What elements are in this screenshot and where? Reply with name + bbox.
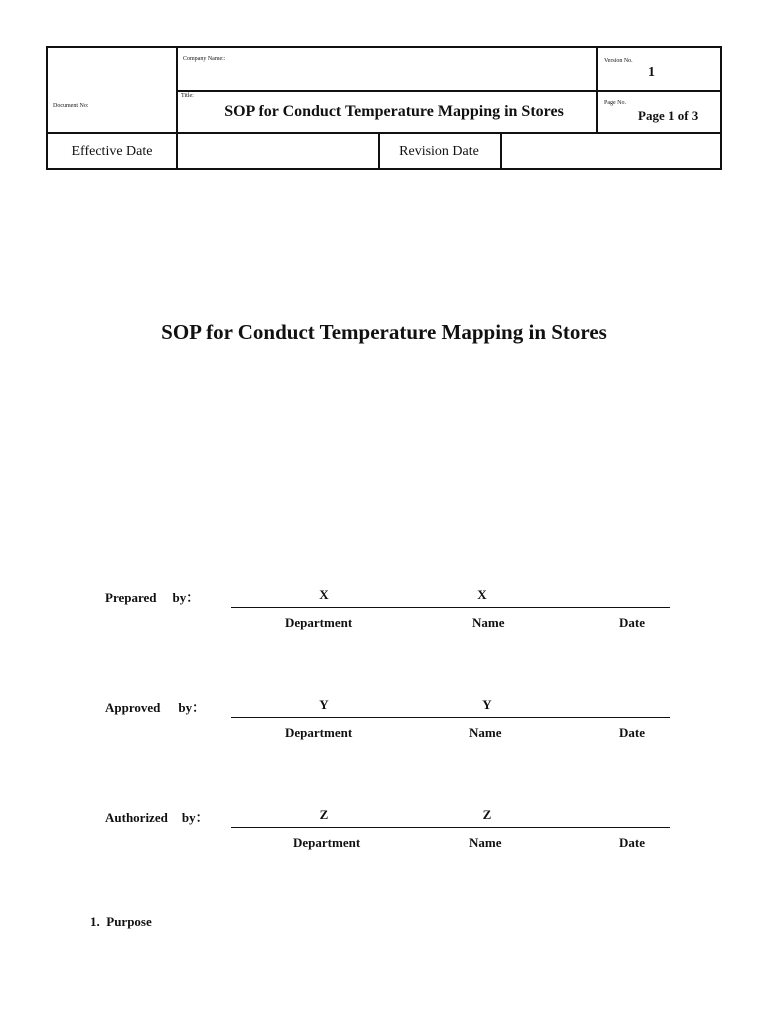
- signature-date-column: Date: [619, 615, 645, 630]
- signature-block-approved: [0, 697, 768, 757]
- header-divider: [176, 90, 722, 92]
- signature-label: [105, 807, 209, 826]
- signature-name-value: X: [477, 587, 487, 602]
- signature-name-value: Y: [482, 697, 492, 712]
- signature-line: [231, 607, 670, 608]
- document-header-table: [46, 46, 722, 170]
- signature-block-authorized: [0, 807, 768, 867]
- signature-name-column: Name: [469, 725, 502, 740]
- header-divider: [176, 48, 178, 170]
- page-number-label: Page No.: [604, 100, 626, 106]
- signature-label-by: by：: [178, 700, 206, 715]
- signature-department-value: X: [319, 587, 329, 602]
- signature-department-column: Department: [285, 725, 353, 740]
- signature-label: [105, 697, 205, 716]
- signature-department-value: Y: [319, 697, 329, 712]
- document-title: SOP for Conduct Temperature Mapping in Stores: [161, 320, 607, 344]
- signature-name-column: Name: [469, 835, 502, 850]
- signature-label-word: Authorized: [105, 810, 168, 825]
- title-label: Title:: [181, 93, 194, 99]
- section-heading-purpose: [90, 914, 152, 930]
- signature-block-prepared: [0, 587, 768, 647]
- signature-date-column: Date: [619, 725, 645, 740]
- section-number: 1.: [90, 914, 100, 929]
- revision-date-label: Revision Date: [399, 144, 479, 159]
- document-number-label: Document No:: [53, 103, 89, 109]
- signature-line: [231, 717, 670, 718]
- signature-department-column: Department: [293, 835, 361, 850]
- signature-label-word: Approved: [105, 700, 161, 715]
- signature-label-by: by：: [172, 590, 200, 605]
- section-title: Purpose: [106, 914, 152, 929]
- signature-label-word: Prepared: [105, 590, 157, 605]
- header-title-value: SOP for Conduct Temperature Mapping in Stores: [224, 103, 564, 120]
- signature-line: [231, 827, 670, 828]
- signature-name-value: Z: [482, 807, 492, 822]
- effective-date-label: Effective Date: [71, 144, 153, 159]
- page-number-value: Page 1 of 3: [638, 108, 699, 123]
- signature-name-column: Name: [472, 615, 505, 630]
- signature-department-value: Z: [319, 807, 329, 822]
- signature-label: [105, 587, 199, 606]
- header-divider: [500, 134, 502, 170]
- version-number-value: 1: [648, 65, 655, 80]
- signature-label-by: by：: [181, 810, 209, 825]
- version-number-label: Version No.: [604, 58, 633, 64]
- company-name-label: Company Name::: [183, 56, 226, 62]
- signature-department-column: Department: [285, 615, 353, 630]
- signature-date-column: Date: [619, 835, 645, 850]
